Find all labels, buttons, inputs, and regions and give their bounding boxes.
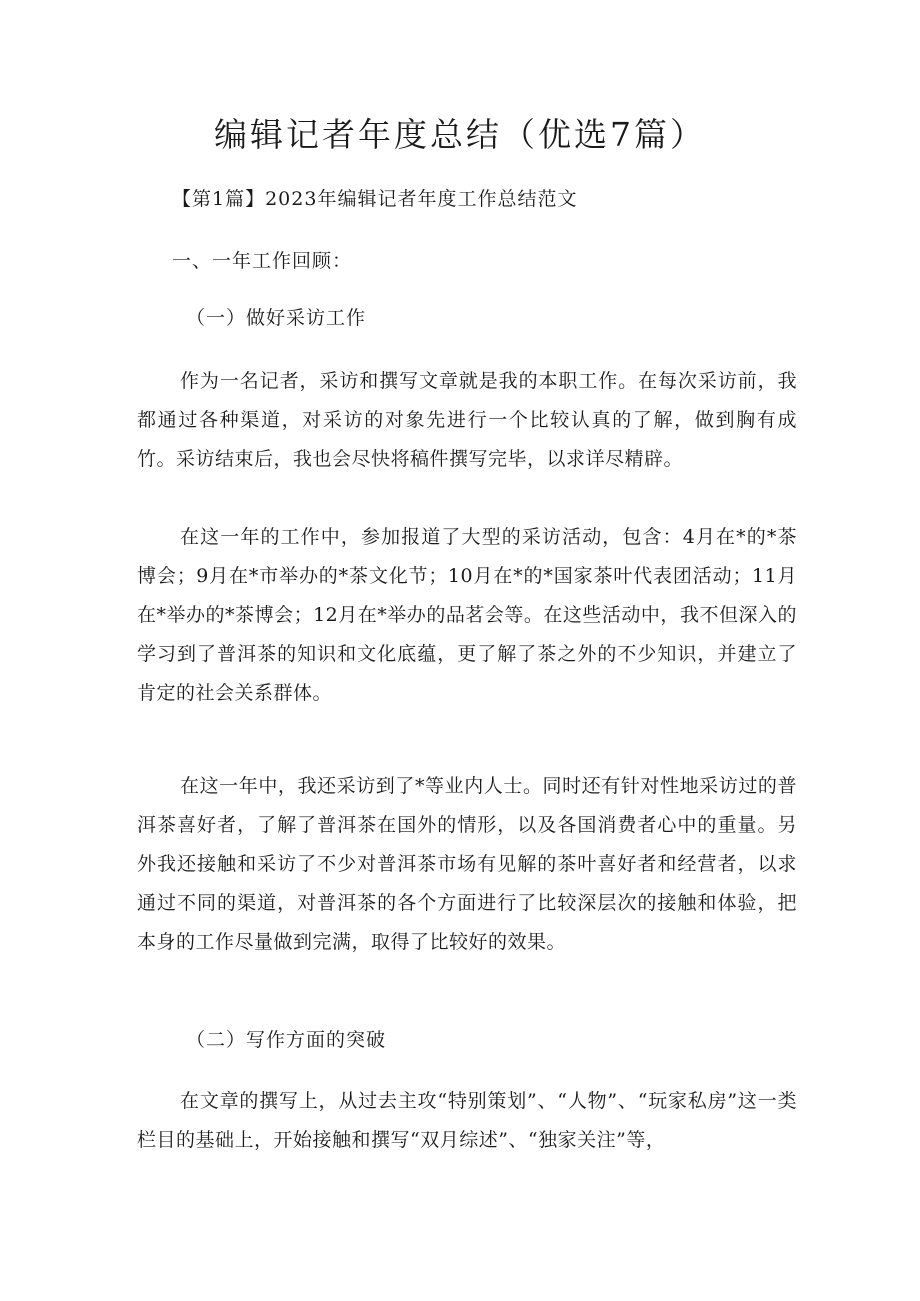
subsection-heading: （一）做好采访工作	[186, 307, 367, 329]
section-heading: 一、一年工作回顾：	[172, 250, 353, 272]
body-paragraph: 在这一年中，我还采访到了*等业内人士。同时还有针对性地采访过的普洱茶喜好者，了解了普洱茶在国外的情形，以及各国消费者心中的重量。另外我还接触和采访了不少对普洱茶市场有见解的茶叶喜好者和经营者，以求通过不同的渠道，对普洱茶的各个方面进行了比较深层次的接触和体验，把本身的工作尽量做到完满，取得了比较好的效果。	[137, 775, 797, 953]
subsection-heading: （二）写作方面的突破	[186, 1029, 387, 1051]
body-paragraph: 在这一年的工作中，参加报道了大型的采访活动，包含：4月在*的*茶博会；9月在*市举办的*茶文化节；10月在*的*国家茶叶代表团活动；11月在*举办的*茶博会；12月在*举办的品茗会等。在这些活动中，我不但深入的学习到了普洱茶的知识和文化底蕴，更了解了茶之外的不少知识，并建立了肯定的社会关系群体。	[137, 526, 797, 704]
body-paragraph: 作为一名记者，采访和撰写文章就是我的本职工作。在每次采访前，我都通过各种渠道，对采访的对象先进行一个比较认真的了解，做到胸有成竹。采访结束后，我也会尽快将稿件撰写完毕，以求详尽精辟。	[137, 370, 797, 470]
body-paragraph: 在文章的撰写上，从过去主攻“特别策划”、“人物”、“玩家私房”这一类栏目的基础上，开始接触和撰写“双月综述”、“独家关注”等，	[137, 1090, 797, 1151]
document-title: 编辑记者年度总结（优选7篇）	[214, 115, 706, 154]
article-subtitle: 【第1篇】2023年编辑记者年度工作总结范文	[172, 188, 578, 210]
